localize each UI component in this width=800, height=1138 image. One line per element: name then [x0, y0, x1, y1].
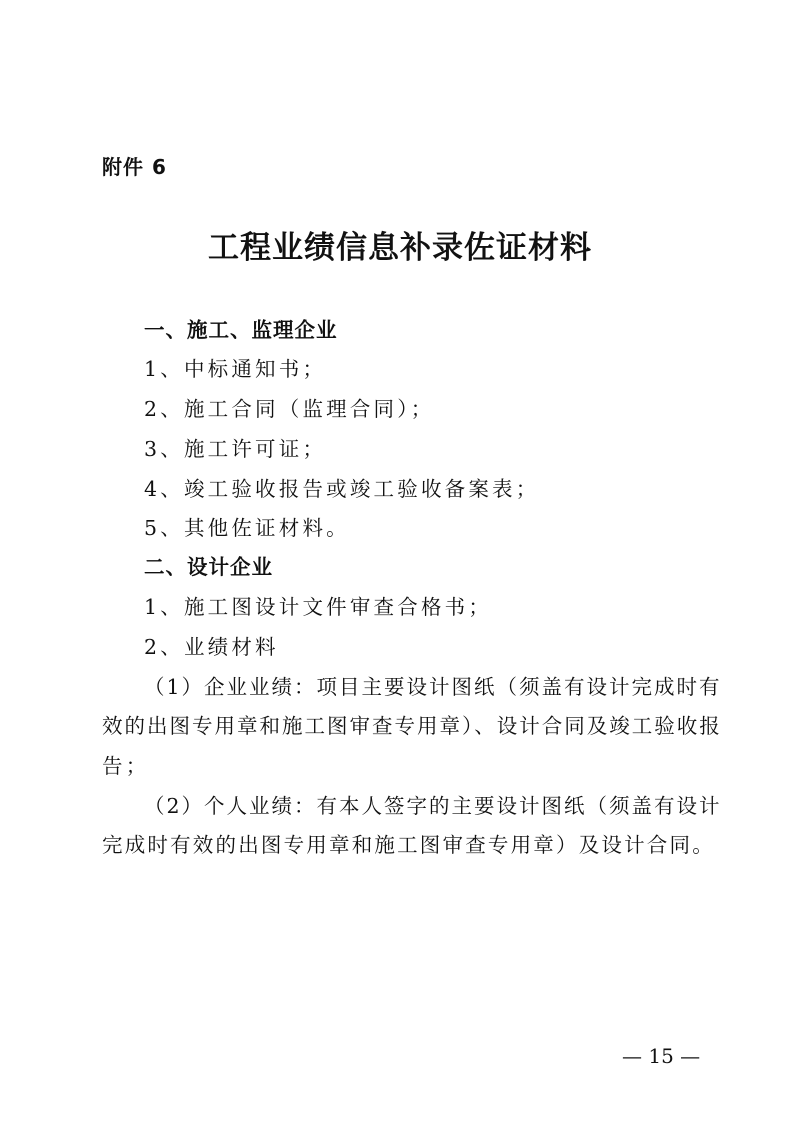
list-item: 2、业绩材料: [144, 635, 279, 659]
paragraph-line: （2）个人业绩：有本人签字的主要设计图纸（须盖有设计: [144, 794, 722, 818]
paragraph-line: 效的出图专用章和施工图审查专用章）、设计合同及竣工验收报: [102, 714, 722, 738]
list-item: 4、竣工验收报告或竣工验收备案表；: [144, 477, 540, 501]
document-title: 工程业绩信息补录佐证材料: [208, 230, 592, 266]
list-item: 1、中标通知书；: [144, 357, 327, 381]
paragraph-line: 完成时有效的出图专用章和施工图审查专用章）及设计合同。: [102, 833, 715, 857]
page-number: — 15 —: [622, 1044, 701, 1068]
list-item: 5、其他佐证材料。: [144, 516, 350, 540]
list-item: 2、施工合同（监理合同）；: [144, 397, 435, 421]
section-heading-design: 二、设计企业: [144, 555, 273, 579]
section-heading-construction-supervision: 一、施工、监理企业: [144, 318, 338, 342]
paragraph-line: （1）企业业绩：项目主要设计图纸（须盖有设计完成时有: [144, 675, 722, 699]
list-item: 3、施工许可证；: [144, 437, 327, 461]
paragraph-line: 告；: [102, 754, 150, 778]
list-item: 1、施工图设计文件审查合格书；: [144, 595, 493, 619]
attachment-label: 附件 6: [102, 155, 167, 179]
